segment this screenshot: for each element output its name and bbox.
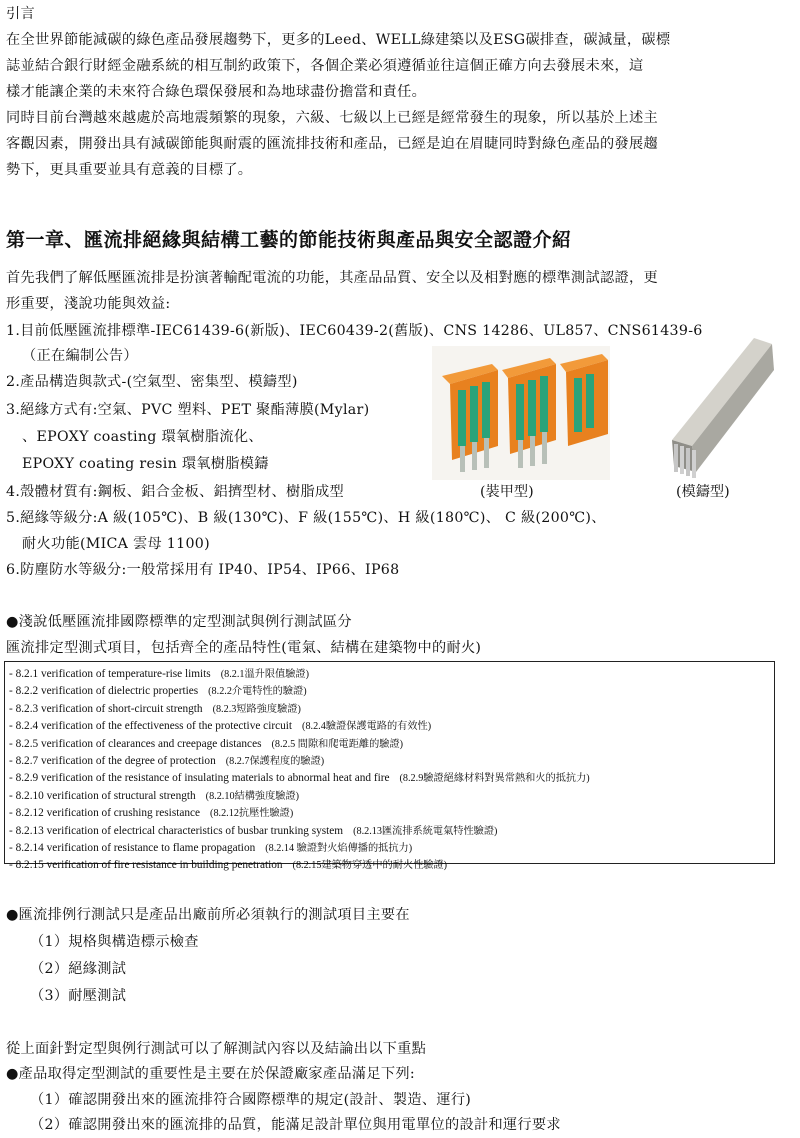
test-en: - 8.2.1 verification of temperature-rise limits (9, 668, 211, 680)
test-zh: (8.2.5 間隙和爬電距離的驗證) (271, 738, 404, 750)
test-en: - 8.2.13 verification of electrical characteristics of busbar trunking system (9, 824, 344, 837)
caption-cast: (模鑄型) (676, 484, 730, 500)
test-row (9, 857, 774, 874)
intro-p1-line1: 在全世界節能減碳的綠色產品發展趨勢下，更多的Leed、WELL綠建築以及ESG碳排查，碳減量，碳標 (6, 32, 671, 48)
intro-p2-line1: 同時目前台灣越來越處於高地震頻繁的現象，六級、七級以上已經是經常發生的現象，所以基於上述主 (6, 110, 658, 126)
item-fire-resistance: 耐火功能(MICA 雲母 1100) (22, 536, 210, 552)
item-insulation-cont2: EPOXY coating resin 環氧樹脂模鑄 (22, 456, 269, 472)
test-zh: (8.2.9驗證絕緣材料對異常熱和火的抵抗力) (399, 773, 590, 785)
caption-armored: (裝甲型) (480, 484, 534, 500)
item-housing: 4.殼體材質有:鋼板、鋁合金板、鋁擠型材、樹脂成型 (6, 484, 344, 500)
test-en: - 8.2.12 verification of crushing resistance (9, 807, 201, 820)
item-standards-note: （正在編制公告） (22, 348, 138, 364)
test-zh: (8.2.3短路強度驗證) (212, 703, 301, 715)
test-en: - 8.2.15 verification of fire resistance in building penetration (9, 859, 283, 872)
test-row (9, 788, 774, 805)
routine-tests-bullet: ●匯流排例行測試只是產品出廠前所必須執行的測試項目主要在 (6, 907, 410, 923)
test-en: - 8.2.10 verification of structural strength (9, 789, 196, 802)
test-zh: (8.2.7保護程度的驗證) (225, 756, 325, 768)
intro-p2-line2: 客觀因素，開發出具有減碳節能與耐震的匯流排技術和產品，已經是迫在眉睫同時對綠色產品的發展趨 (6, 136, 658, 152)
item-structure: 2.產品構造與款式-(空氣型、密集型、模鑄型) (6, 374, 298, 390)
test-row (9, 666, 774, 683)
routine-item-1: （1）規格與構造標示檢查 (30, 934, 199, 950)
chapter-intro-line1: 首先我們了解低壓匯流排是扮演著輸配電流的功能，其產品品質、安全以及相對應的標準測試認證，更 (6, 270, 658, 286)
test-row (9, 805, 774, 822)
item-insulation-cont1: 、EPOXY coasting 環氧樹脂流化、 (22, 429, 263, 445)
item-standards: 1.目前低壓匯流排標準-IEC61439-6(新版)、IEC60439-2(舊版)、CNS 14286、UL857、CNS61439-6 (6, 323, 703, 339)
test-zh: (8.2.14 驗證對火焰傳播的抵抗力) (265, 843, 413, 855)
test-zh: (8.2.15建築物穿透中的耐火性驗證) (292, 860, 448, 872)
test-zh: (8.2.13匯流排系統電氣特性驗證) (353, 825, 498, 837)
routine-item-2: （2）絕緣測試 (30, 961, 127, 977)
test-zh: (8.2.2介電特性的驗證) (208, 686, 307, 698)
test-row (9, 683, 774, 700)
item-insulation-class: 5.絕緣等級分:A 級(105℃)、B 級(130℃)、F 級(155℃)、H 級(180℃)、 C 級(200℃)、 (6, 510, 606, 526)
conclusion-item-2: （2）確認開發出來的匯流排的品質，能滿足設計單位與用電單位的設計和運行要求 (30, 1117, 561, 1133)
type-tests-bullet: ●淺說低壓匯流排國際標準的定型測試與例行測試區分 (6, 614, 352, 630)
intro-p2-line3: 勢下，更具重要並具有意義的目標了。 (6, 162, 253, 178)
test-row (9, 718, 774, 735)
test-en: - 8.2.9 verification of the resistance of insulating materials to abnormal heat and fire (9, 772, 390, 785)
test-row (9, 770, 774, 787)
item-ip-rating: 6.防塵防水等級分:一般常採用有 IP40、IP54、IP66、IP68 (6, 562, 400, 578)
test-row (9, 823, 774, 840)
test-zh: (8.2.12抗壓性驗證) (210, 808, 294, 820)
type-test-list (4, 661, 775, 872)
test-row (9, 840, 774, 857)
intro-title: 引言 (6, 6, 35, 22)
type-tests-subtitle: 匯流排定型測式項目，包括齊全的產品特性(電氣、結構在建築物中的耐火) (6, 640, 482, 656)
test-en: - 8.2.14 verification of resistance to flame propagation (9, 842, 256, 855)
routine-item-3: （3）耐壓測試 (30, 988, 127, 1004)
chapter-intro-line2: 形重要，淺說功能與效益: (6, 296, 171, 312)
conclusion-item-1: （1）確認開發出來的匯流排符合國際標準的規定(設計、製造、運行) (30, 1092, 472, 1108)
test-zh: (8.2.4驗證保護電路的有效性) (302, 721, 432, 733)
test-en: - 8.2.4 verification of the effectiveness of the protective circuit (9, 720, 293, 733)
intro-p1-line2: 誌並結合銀行財經金融系統的相互制約政策下，各個企業必須遵循並往這個正確方向去發展未來，這 (6, 58, 644, 74)
test-row (9, 753, 774, 770)
test-en: - 8.2.3 verification of short-circuit strength (9, 702, 203, 715)
test-zh: (8.2.10結構強度驗證) (205, 790, 300, 802)
test-en: - 8.2.2 verification of dielectric properties (9, 685, 199, 698)
chapter-heading: 第一章、匯流排絕緣與結構工藝的節能技術與產品與安全認證介紹 (6, 229, 572, 251)
item-insulation: 3.絕緣方式有:空氣、PVC 塑料、PET 聚酯薄膜(Mylar) (6, 402, 370, 418)
test-zh: (8.2.1溫升限值驗證) (220, 669, 310, 680)
cast-resin-busbar-image (652, 330, 782, 480)
test-en: - 8.2.5 verification of clearances and creepage distances (9, 737, 262, 750)
intro-p1-line3: 樣才能讓企業的未來符合綠色環保發展和為地球盡份擔當和責任。 (6, 84, 427, 100)
armored-busbar-image (432, 346, 610, 480)
test-row (9, 736, 774, 753)
conclusion-intro: 從上面針對定型與例行測試可以了解測試內容以及結論出以下重點 (6, 1041, 427, 1057)
conclusion-bullet: ●產品取得定型測試的重要性是主要在於保證廠家產品滿足下列: (6, 1066, 415, 1082)
test-en: - 8.2.7 verification of the degree of protection (9, 755, 216, 768)
test-row (9, 701, 774, 718)
